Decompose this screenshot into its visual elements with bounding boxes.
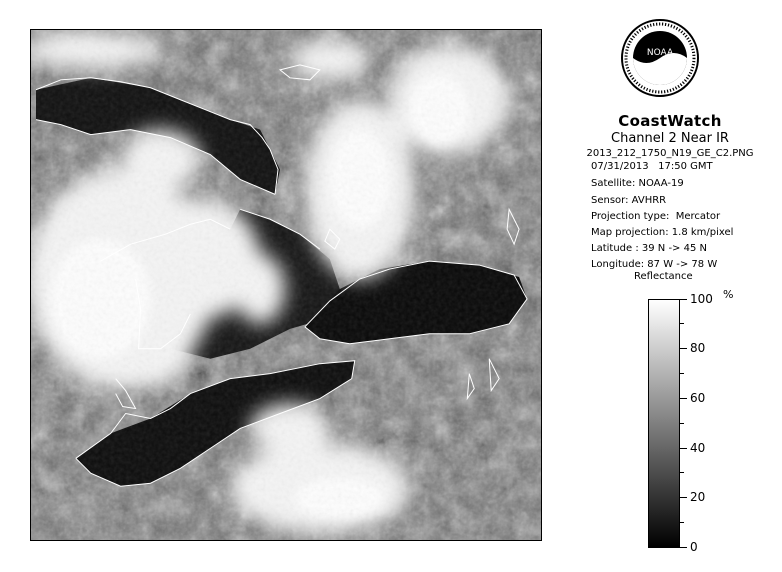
colorbar-tick xyxy=(680,299,687,300)
app-title: CoastWatch xyxy=(618,112,722,130)
datetime-text: 07/31/2013 17:50 GMT xyxy=(591,161,713,172)
file-name: 2013_212_1750_N19_GE_C2.PNG xyxy=(586,148,754,159)
colorbar-tick xyxy=(680,547,687,548)
satellite-text: Satellite: NOAA-19 xyxy=(591,178,684,189)
noaa-logo-center-text: NOAA xyxy=(646,48,674,58)
colorbar-tick-label: 20 xyxy=(690,490,706,504)
colorbar-tick-label: 60 xyxy=(690,391,706,405)
reflectance-colorbar xyxy=(648,299,680,548)
legend-unit: % xyxy=(723,288,734,301)
colorbar-minor-tick xyxy=(680,423,684,424)
colorbar-tick xyxy=(680,348,687,349)
colorbar-tick xyxy=(680,448,687,449)
colorbar-tick-label: 80 xyxy=(690,341,706,355)
colorbar-minor-tick xyxy=(680,472,684,473)
channel-subtitle: Channel 2 Near IR xyxy=(611,131,729,146)
colorbar-tick-label: 0 xyxy=(690,540,698,554)
colorbar-minor-tick xyxy=(680,323,684,324)
colorbar-tick xyxy=(680,398,687,399)
noaa-logo xyxy=(620,18,700,98)
legend-label: Reflectance xyxy=(634,271,693,282)
map-projection-text: Map projection: 1.8 km/pixel xyxy=(591,227,734,238)
longitude-text: Longitude: 87 W -> 78 W xyxy=(591,259,718,270)
latitude-text: Latitude : 39 N -> 45 N xyxy=(591,243,707,254)
colorbar-tick-label: 40 xyxy=(690,441,706,455)
colorbar-minor-tick xyxy=(680,522,684,523)
projection-type-text: Projection type: Mercator xyxy=(591,211,721,222)
sensor-text: Sensor: AVHRR xyxy=(591,195,667,206)
satellite-image xyxy=(30,29,542,541)
colorbar-tick-label: 100 xyxy=(690,292,713,306)
colorbar-minor-tick xyxy=(680,373,684,374)
colorbar-tick xyxy=(680,497,687,498)
